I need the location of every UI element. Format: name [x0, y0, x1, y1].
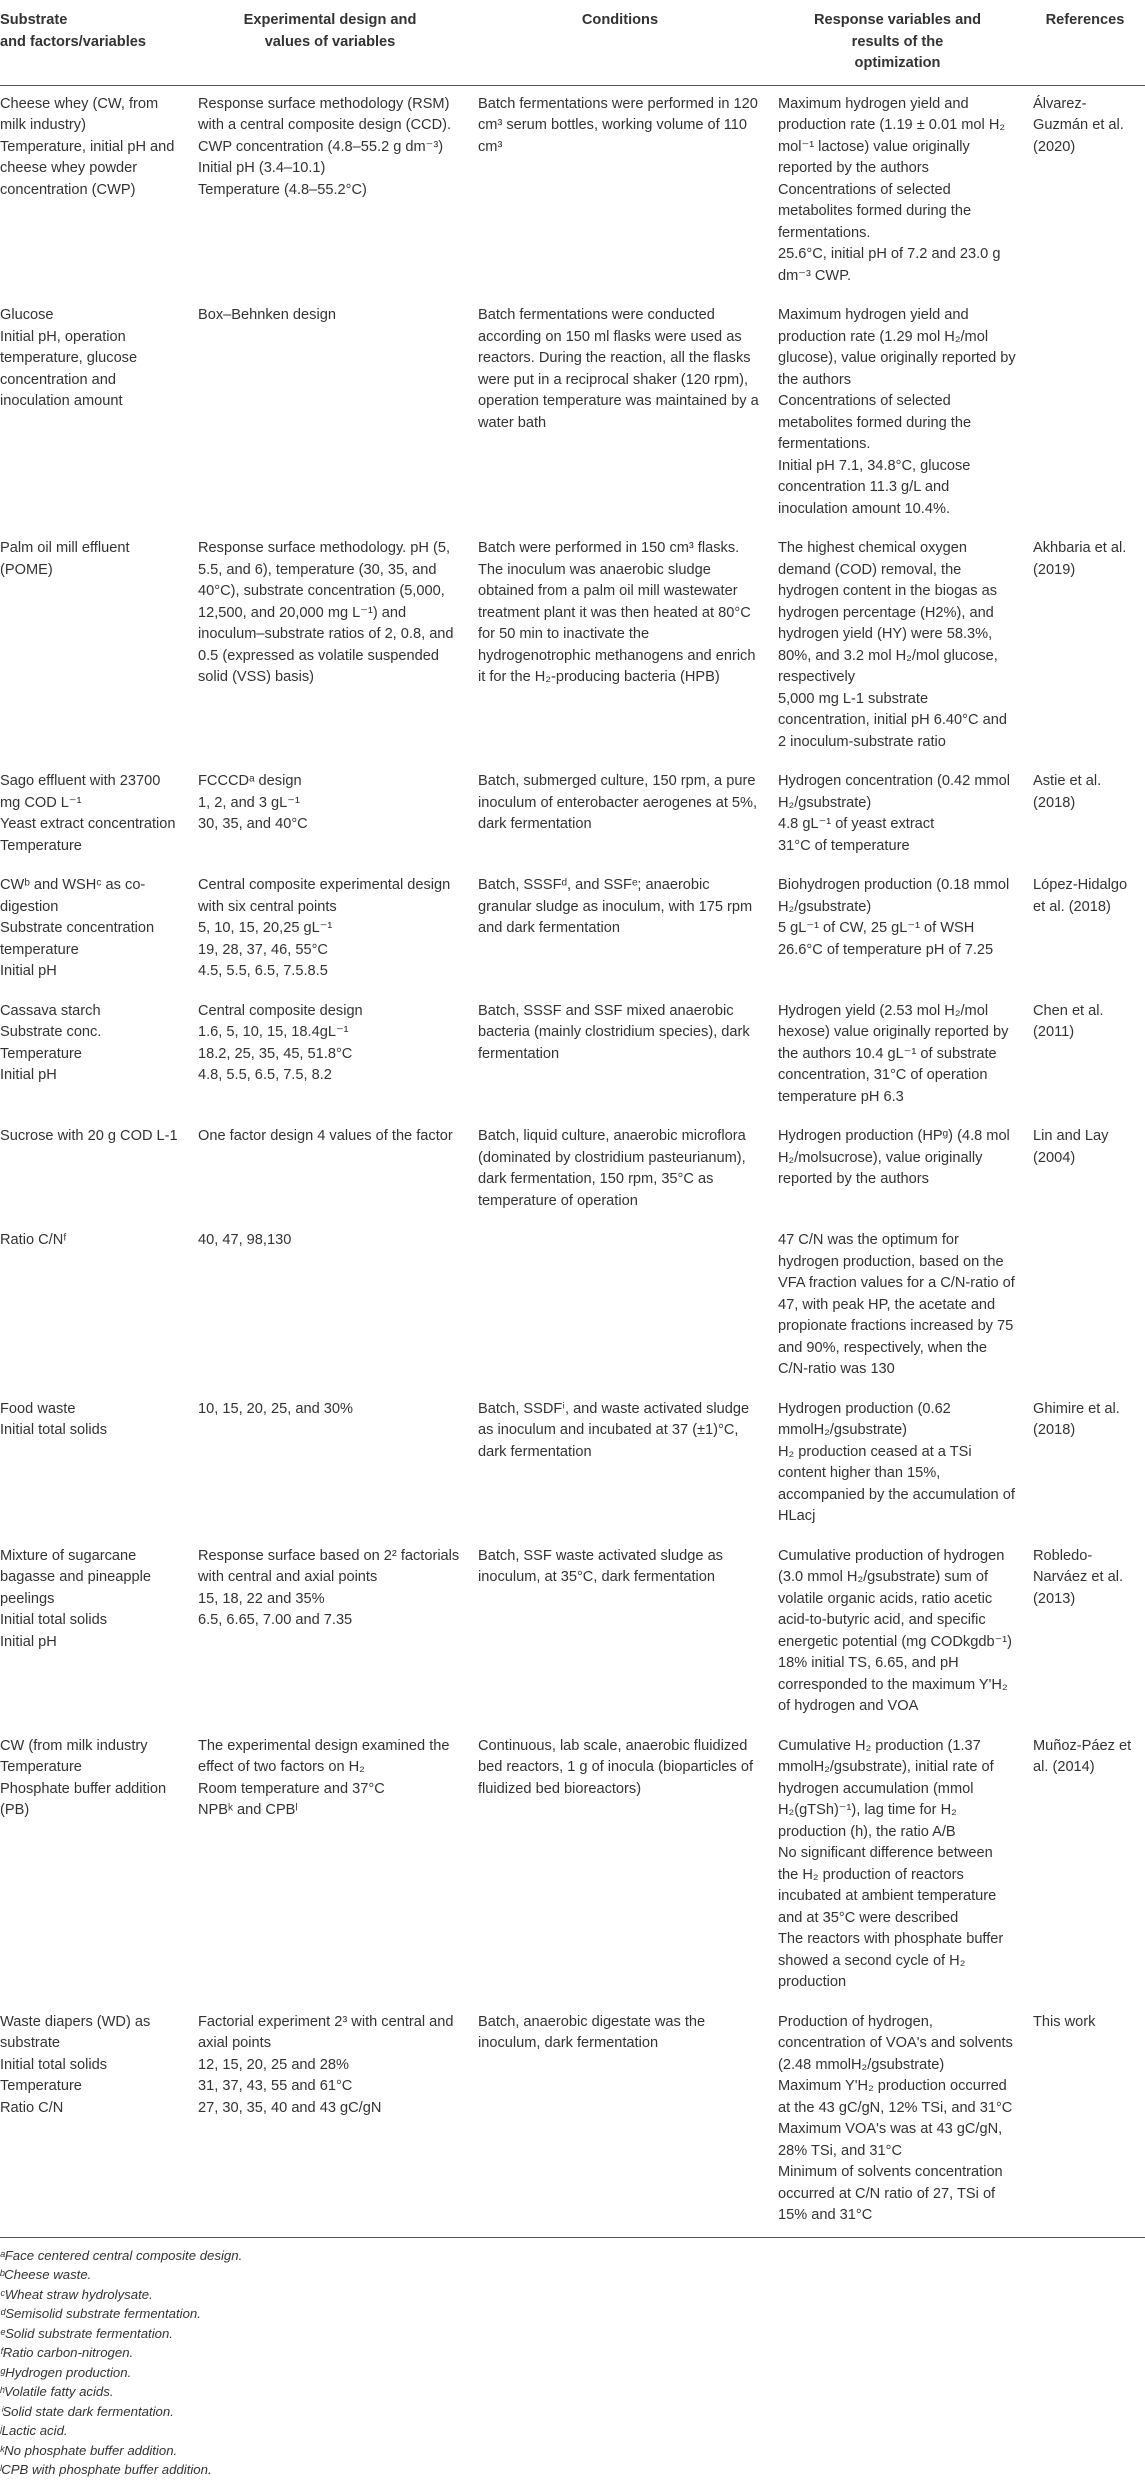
table-row	[0, 1118, 1145, 1222]
table-cell-col4	[770, 1728, 1025, 2004]
cell-line: Mixture of sugarcane bagasse and pineapple peelings	[0, 1547, 151, 1607]
table-cell-col2	[190, 85, 470, 297]
cell-line: Hydrogen yield (2.53 mol H₂/mol hexose) value originally reported by the authors 10.4 gL⁻¹ of substrate concentration, 31°C of operation temperature pH 6.3	[778, 1002, 1009, 1105]
table-cell-col3	[470, 530, 770, 763]
table-cell-col4	[770, 763, 1025, 867]
cell-line: Batch, SSF waste activated sludge as inoculum, at 35°C, dark fermentation	[478, 1547, 723, 1585]
table-cell-col3	[470, 1538, 770, 1728]
cell-line: Production of hydrogen, concentration of VOA's and solvents (2.48 mmolH₂/gsubstrate)	[778, 2013, 1013, 2073]
cell-line: Initial total solids	[0, 2056, 108, 2073]
cell-line: Robledo-Narváez et al. (2013)	[1033, 1547, 1124, 1607]
table-cell-col2	[190, 1538, 470, 1728]
table-row	[0, 297, 1145, 530]
table-cell-col4	[770, 1118, 1025, 1222]
cell-line: Ratio C/Nᶠ	[0, 1232, 67, 1248]
footnote: ⁱSolid state dark fermentation.	[0, 2403, 174, 2419]
table-row	[0, 530, 1145, 763]
column-header-line: Conditions	[581, 12, 659, 28]
cell-line: 19, 28, 37, 46, 55°C	[198, 941, 328, 958]
cell-line: Palm oil mill effluent (POME)	[0, 540, 130, 578]
cell-line: Maximum Y'H₂ production occurred at the 43 gC/gN, 12% TSi, and 31°C	[778, 2078, 1013, 2116]
cell-line: 5, 10, 15, 20,25 gL⁻¹	[198, 920, 333, 936]
cell-line: Continuous, lab scale, anaerobic fluidized bed reactors, 1 g of inocula (bioparticles of fluidized bed bioreactors)	[478, 1737, 754, 1797]
table-row	[0, 2004, 1145, 2238]
cell-line: Cumulative H₂ production (1.37 mmolH₂/gsubstrate), initial rate of hydrogen accumulation (mmol H₂(gTSh)⁻¹), lag time for H₂ production (h), the ratio A/B	[778, 1737, 994, 1840]
footnote: ʲLactic acid.	[0, 2423, 68, 2438]
footnote: ᵃFace centered central composite design.	[0, 2247, 243, 2263]
column-header-line: optimization	[854, 55, 941, 71]
cell-line: No significant difference between the H₂ production of reactors incubated at ambient temperature and at 35°C were described	[778, 1845, 997, 1926]
table-row	[0, 1728, 1145, 2004]
table-cell-col4	[770, 297, 1025, 530]
table-cell-col4	[770, 867, 1025, 993]
table-cell-col5	[1025, 297, 1145, 530]
table-cell-col2	[190, 1118, 470, 1222]
table-cell-col1	[0, 1118, 190, 1222]
column-header-line: Substrate	[0, 12, 68, 28]
cell-line: Food waste	[0, 1400, 76, 1417]
footnote: ᵍHydrogen production.	[0, 2364, 132, 2380]
table-cell-col5	[1025, 1538, 1145, 1728]
table-row	[0, 1538, 1145, 1728]
cell-line: 1.6, 5, 10, 15, 18.4gL⁻¹	[198, 1024, 349, 1040]
cell-line: Batch fermentations were conducted according on 150 ml flasks were used as reactors. During the reaction, all the flasks were put in a reciprocal shaker (120 rpm), operation temperature was maintained by a water bath	[478, 307, 759, 431]
cell-line: 31, 37, 43, 55 and 61°C	[198, 2078, 353, 2094]
table-cell-col2	[190, 2004, 470, 2238]
cell-line: Substrate concentration temperature	[0, 920, 155, 958]
column-header-5	[1025, 0, 1145, 85]
cell-line: Temperature	[0, 2078, 82, 2094]
cell-line: 1, 2, and 3 gL⁻¹	[198, 794, 300, 811]
cell-line: One factor design 4 values of the factor	[198, 1128, 453, 1144]
cell-line: Hydrogen concentration (0.42 mmol H₂/gsubstrate)	[778, 773, 1010, 811]
cell-line: Hydrogen production (HPᵍ) (4.8 mol H₂/molsucrose), value originally reported by the authors	[778, 1128, 1010, 1187]
table-cell-col5	[1025, 1391, 1145, 1538]
table-cell-col1	[0, 2004, 190, 2238]
cell-line: Box–Behnken design	[198, 307, 336, 323]
cell-line: 5 gL⁻¹ of CW, 25 gL⁻¹ of WSH	[778, 920, 975, 936]
table-cell-col3	[470, 1222, 770, 1391]
table-cell-col2	[190, 763, 470, 867]
cell-line: Central composite experimental design with six central points	[198, 877, 451, 915]
cell-line: 15, 18, 22 and 35%	[198, 1590, 325, 1607]
table-cell-col4	[770, 1538, 1025, 1728]
cell-line: This work	[1033, 2013, 1096, 2030]
cell-line: Response surface methodology. pH (5, 5.5, and 6), temperature (30, 35, and 40°C), substrate concentration (5,000, 12,500, and 20,000 mg L⁻¹) and inoculum–substrate ratios of 2, 0.8, and 0.5 (expressed as volatile suspended solid (VSS) basis)	[198, 540, 454, 685]
table-row	[0, 1222, 1145, 1391]
cell-line: H₂ production ceased at a TSi content higher than 15%, accompanied by the accumulation of HLacj	[778, 1443, 1015, 1524]
cell-line: The experimental design examined the effect of two factors on H₂	[198, 1737, 450, 1775]
footnote: ˡCPB with phosphate buffer addition.	[0, 2462, 212, 2477]
cell-line: FCCCDᵃ design	[198, 773, 302, 789]
table-cell-col5	[1025, 1118, 1145, 1222]
cell-line: Temperature	[0, 1045, 82, 1062]
table-cell-col3	[470, 763, 770, 867]
cell-line: Temperature	[0, 1759, 82, 1775]
cell-line: Sago effluent with 23700 mg COD L⁻¹	[0, 773, 161, 811]
column-header-line: results of the	[851, 33, 944, 50]
cell-line: Substrate conc.	[0, 1024, 102, 1040]
cell-line: 10, 15, 20, 25, and 30%	[198, 1400, 353, 1417]
cell-line: Batch, SSSFᵈ, and SSFᵉ; anaerobic granular sludge as inoculum, with 175 rpm and dark fermentation	[478, 877, 753, 936]
cell-line: 4.5, 5.5, 6.5, 7.5.8.5	[198, 963, 328, 979]
cell-line: NPBᵏ and CPBˡ	[198, 1802, 298, 1818]
cell-line: Initial pH	[0, 1067, 57, 1083]
cell-line: Temperature (4.8–55.2°C)	[198, 181, 367, 198]
table-cell-col5	[1025, 85, 1145, 297]
table-cell-col4	[770, 2004, 1025, 2238]
cell-line: Initial total solids	[0, 1612, 108, 1628]
cell-line: Initial pH, operation temperature, glucose concentration and inoculation amount	[0, 328, 138, 409]
cell-line: CWᵇ and WSHᶜ as co-digestion	[0, 877, 146, 915]
cell-line: Ratio C/N	[0, 2099, 64, 2116]
table-cell-col3	[470, 85, 770, 297]
table-cell-col3	[470, 1391, 770, 1538]
cell-line: Astie et al. (2018)	[1033, 773, 1102, 811]
table-cell-col5	[1025, 1222, 1145, 1391]
table-cell-col3	[470, 1118, 770, 1222]
table-header-row	[0, 0, 1145, 85]
cell-line: The inoculum was anaerobic sludge obtained from a palm oil mill wastewater treatment plant it was then heated at 80°C for 50 min to inactivate the hydrogenotrophic methanogens and enrich it for the H₂-producing bacteria (HPB)	[478, 561, 756, 685]
table-cell-col5	[1025, 2004, 1145, 2238]
table-cell-col2	[190, 1222, 470, 1391]
table-cell-col1	[0, 85, 190, 297]
table-cell-col2	[190, 297, 470, 530]
table-cell-col3	[470, 297, 770, 530]
column-header-4	[770, 0, 1025, 85]
cell-line: CW (from milk industry	[0, 1737, 148, 1754]
cell-line: Cheese whey (CW, from milk industry)	[0, 95, 159, 133]
cell-line: Temperature, initial pH and cheese whey powder concentration (CWP)	[0, 138, 175, 198]
table-cell-col5	[1025, 1728, 1145, 2004]
column-header-line: Response variables and	[813, 12, 982, 28]
table-body	[0, 85, 1145, 2237]
cell-line: Initial total solids	[0, 1422, 108, 1438]
cell-line: 30, 35, and 40°C	[198, 816, 308, 832]
cell-line: López-Hidalgo et al. (2018)	[1033, 877, 1128, 915]
cell-line: Waste diapers (WD) as substrate	[0, 2013, 151, 2051]
column-header-1	[0, 0, 190, 85]
cell-line: 31°C of temperature	[778, 837, 910, 854]
table-cell-col4	[770, 993, 1025, 1119]
cell-line: Batch, liquid culture, anaerobic microflora (dominated by clostridium pasteurianum), dark fermentation, 150 rpm, 35°C as temperature of operation	[478, 1128, 746, 1209]
cell-line: Sucrose with 20 g COD L-1	[0, 1128, 178, 1144]
table-row	[0, 1391, 1145, 1538]
cell-line: Lin and Lay (2004)	[1033, 1128, 1109, 1166]
table-cell-col1	[0, 867, 190, 993]
cell-line: 18.2, 25, 35, 45, 51.8°C	[198, 1045, 353, 1062]
footnote: ʰVolatile fatty acids.	[0, 2384, 114, 2399]
cell-line: The highest chemical oxygen demand (COD) removal, the hydrogen content in the biogas as hydrogen percentage (H2%), and hydrogen yield (HY) were 58.3%, 80%, and 3.2 mol H₂/mol glucose, respectively	[778, 540, 998, 685]
column-header-line: Experimental design and	[243, 12, 417, 28]
cell-line: Muñoz-Páez et al. (2014)	[1033, 1737, 1132, 1775]
cell-line: Yeast extract concentration	[0, 816, 176, 832]
cell-line: Maximum hydrogen yield and production rate (1.19 ± 0.01 mol H₂ mol⁻¹ lactose) value originally reported by the authors	[778, 95, 1006, 176]
table-cell-col1	[0, 993, 190, 1119]
table-cell-col1	[0, 1538, 190, 1728]
table-cell-col3	[470, 2004, 770, 2238]
table-cell-col2	[190, 530, 470, 763]
cell-line: Batch, submerged culture, 150 rpm, a pure inoculum of enterobacter aerogenes at 5%, dark fermentation	[478, 773, 758, 832]
cell-line: Response surface methodology (RSM) with a central composite design (CCD).	[198, 95, 452, 133]
table-cell-col3	[470, 867, 770, 993]
cell-line: 5,000 mg L-1 substrate concentration, initial pH 6.40°C and 2 inoculum-substrate ratio	[778, 690, 1007, 750]
table-cell-col4	[770, 85, 1025, 297]
cell-line: Concentrations of selected metabolites formed during the fermentations.	[778, 181, 972, 241]
footnote: ᶜWheat straw hydrolysate.	[0, 2286, 153, 2302]
footnote: ᶠRatio carbon-nitrogen.	[0, 2345, 134, 2360]
cell-line: Initial pH (3.4–10.1)	[198, 160, 326, 176]
column-header-2	[190, 0, 470, 85]
column-header-3	[470, 0, 770, 85]
cell-line: Chen et al. (2011)	[1033, 1002, 1104, 1040]
cell-line: Batch were performed in 150 cm³ flasks.	[478, 540, 740, 556]
footnote: ᵉSolid substrate fermentation.	[0, 2325, 173, 2341]
table-cell-col5	[1025, 867, 1145, 993]
cell-line: 27, 30, 35, 40 and 43 gC/gN	[198, 2099, 382, 2116]
cell-line: The reactors with phosphate buffer showed a second cycle of H₂ production	[778, 1931, 1004, 1990]
table-cell-col2	[190, 1728, 470, 2004]
table-cell-col4	[770, 1222, 1025, 1391]
table-row	[0, 867, 1145, 993]
table-cell-col2	[190, 993, 470, 1119]
cell-line: 4.8 gL⁻¹ of yeast extract	[778, 816, 935, 832]
cell-line: Biohydrogen production (0.18 mmol H₂/gsubstrate)	[778, 877, 1010, 915]
cell-line: Room temperature and 37°C	[198, 1780, 385, 1797]
table-cell-col4	[770, 1391, 1025, 1538]
footnotes	[0, 2238, 1145, 2480]
cell-line: Akhbaria et al. (2019)	[1033, 540, 1127, 578]
table-cell-col1	[0, 297, 190, 530]
column-header-line: values of variables	[264, 33, 396, 50]
cell-line: Minimum of solvents concentration occurred at C/N ratio of 27, TSi of 15% and 31°C	[778, 2164, 1003, 2223]
table-row	[0, 993, 1145, 1119]
table-cell-col5	[1025, 763, 1145, 867]
cell-line: Initial pH	[0, 963, 57, 979]
cell-line: Central composite design	[198, 1002, 363, 1019]
cell-line: Batch, SSDFⁱ, and waste activated sludge as inoculum and incubated at 37 (±1)°C, dark fermentation	[478, 1400, 750, 1460]
cell-line: 26.6°C of temperature pH of 7.25	[778, 941, 994, 958]
footnote: ᵈSemisolid substrate fermentation.	[0, 2306, 201, 2321]
cell-line: Batch, SSSF and SSF mixed anaerobic bacteria (mainly clostridium species), dark fermentation	[478, 1002, 750, 1062]
table-cell-col1	[0, 530, 190, 763]
cell-line: Maximum VOA's was at 43 gC/gN, 28% TSi, and 31°C	[778, 2121, 1003, 2159]
column-header-line: References	[1045, 12, 1125, 28]
table-cell-col5	[1025, 530, 1145, 763]
table-cell-col5	[1025, 993, 1145, 1119]
cell-line: 12, 15, 20, 25 and 28%	[198, 2056, 349, 2073]
table-cell-col2	[190, 867, 470, 993]
cell-line: CWP concentration (4.8–55.2 g dm⁻³)	[198, 138, 444, 155]
cell-line: Initial pH	[0, 1633, 57, 1650]
cell-line: 18% initial TS, 6.65, and pH corresponded to the maximum Y'H₂ of hydrogen and VOA	[778, 1655, 1008, 1714]
table-cell-col4	[770, 530, 1025, 763]
cell-line: Glucose	[0, 307, 54, 323]
footnote: ᵇCheese waste.	[0, 2267, 92, 2282]
table-cell-col2	[190, 1391, 470, 1538]
cell-line: 6.5, 6.65, 7.00 and 7.35	[198, 1612, 353, 1628]
cell-line: Hydrogen production (0.62 mmolH₂/gsubstrate)	[778, 1400, 951, 1438]
cell-line: 25.6°C, initial pH of 7.2 and 23.0 g dm⁻³ CWP.	[778, 246, 1001, 284]
cell-line: 40, 47, 98,130	[198, 1232, 292, 1248]
table-cell-col1	[0, 1728, 190, 2004]
column-header-line: and factors/variables	[0, 33, 147, 50]
cell-line: Maximum hydrogen yield and production rate (1.29 mol H₂/mol glucose), value originally reported by the authors	[778, 307, 1016, 388]
cell-line: Concentrations of selected metabolites formed during the fermentations.	[778, 393, 972, 452]
table-row	[0, 763, 1145, 867]
cell-line: Batch, anaerobic digestate was the inoculum, dark fermentation	[478, 2013, 706, 2051]
cell-line: 47 C/N was the optimum for hydrogen production, based on the VFA fraction values for a C/N-ratio of 47, with peak HP, the acetate and propionate fractions increased by 75 and 90%, respectively, when the C/N-ratio was 130	[778, 1232, 1015, 1377]
cell-line: Batch fermentations were performed in 120 cm³ serum bottles, working volume of 110 cm³	[478, 95, 758, 155]
cell-line: Cassava starch	[0, 1002, 101, 1019]
footnote: ᵏNo phosphate buffer addition.	[0, 2442, 178, 2458]
table-cell-col3	[470, 1728, 770, 2004]
cell-line: Álvarez-Guzmán et al. (2020)	[1033, 95, 1124, 155]
cell-line: Factorial experiment 2³ with central and axial points	[198, 2013, 454, 2051]
cell-line: Temperature	[0, 837, 82, 854]
table-cell-col1	[0, 1391, 190, 1538]
table-row	[0, 85, 1145, 297]
cell-line: Initial pH 7.1, 34.8°C, glucose concentration 11.3 g/L and inoculation amount 10.4%.	[778, 457, 971, 517]
cell-line: Phosphate buffer addition (PB)	[0, 1780, 167, 1818]
cell-line: 4.8, 5.5, 6.5, 7.5, 8.2	[198, 1067, 332, 1083]
table-cell-col3	[470, 993, 770, 1119]
cell-line: Cumulative production of hydrogen (3.0 mmol H₂/gsubstrate) sum of volatile organic acids, ratio acetic acid-to-butyric acid, and specific energetic potential (mg CODkgdb⁻¹)	[778, 1547, 1013, 1650]
cell-line: Response surface based on 2² factorials with central and axial points	[198, 1547, 460, 1585]
table-cell-col1	[0, 763, 190, 867]
table-cell-col1	[0, 1222, 190, 1391]
cell-line: Ghimire et al. (2018)	[1033, 1400, 1120, 1438]
